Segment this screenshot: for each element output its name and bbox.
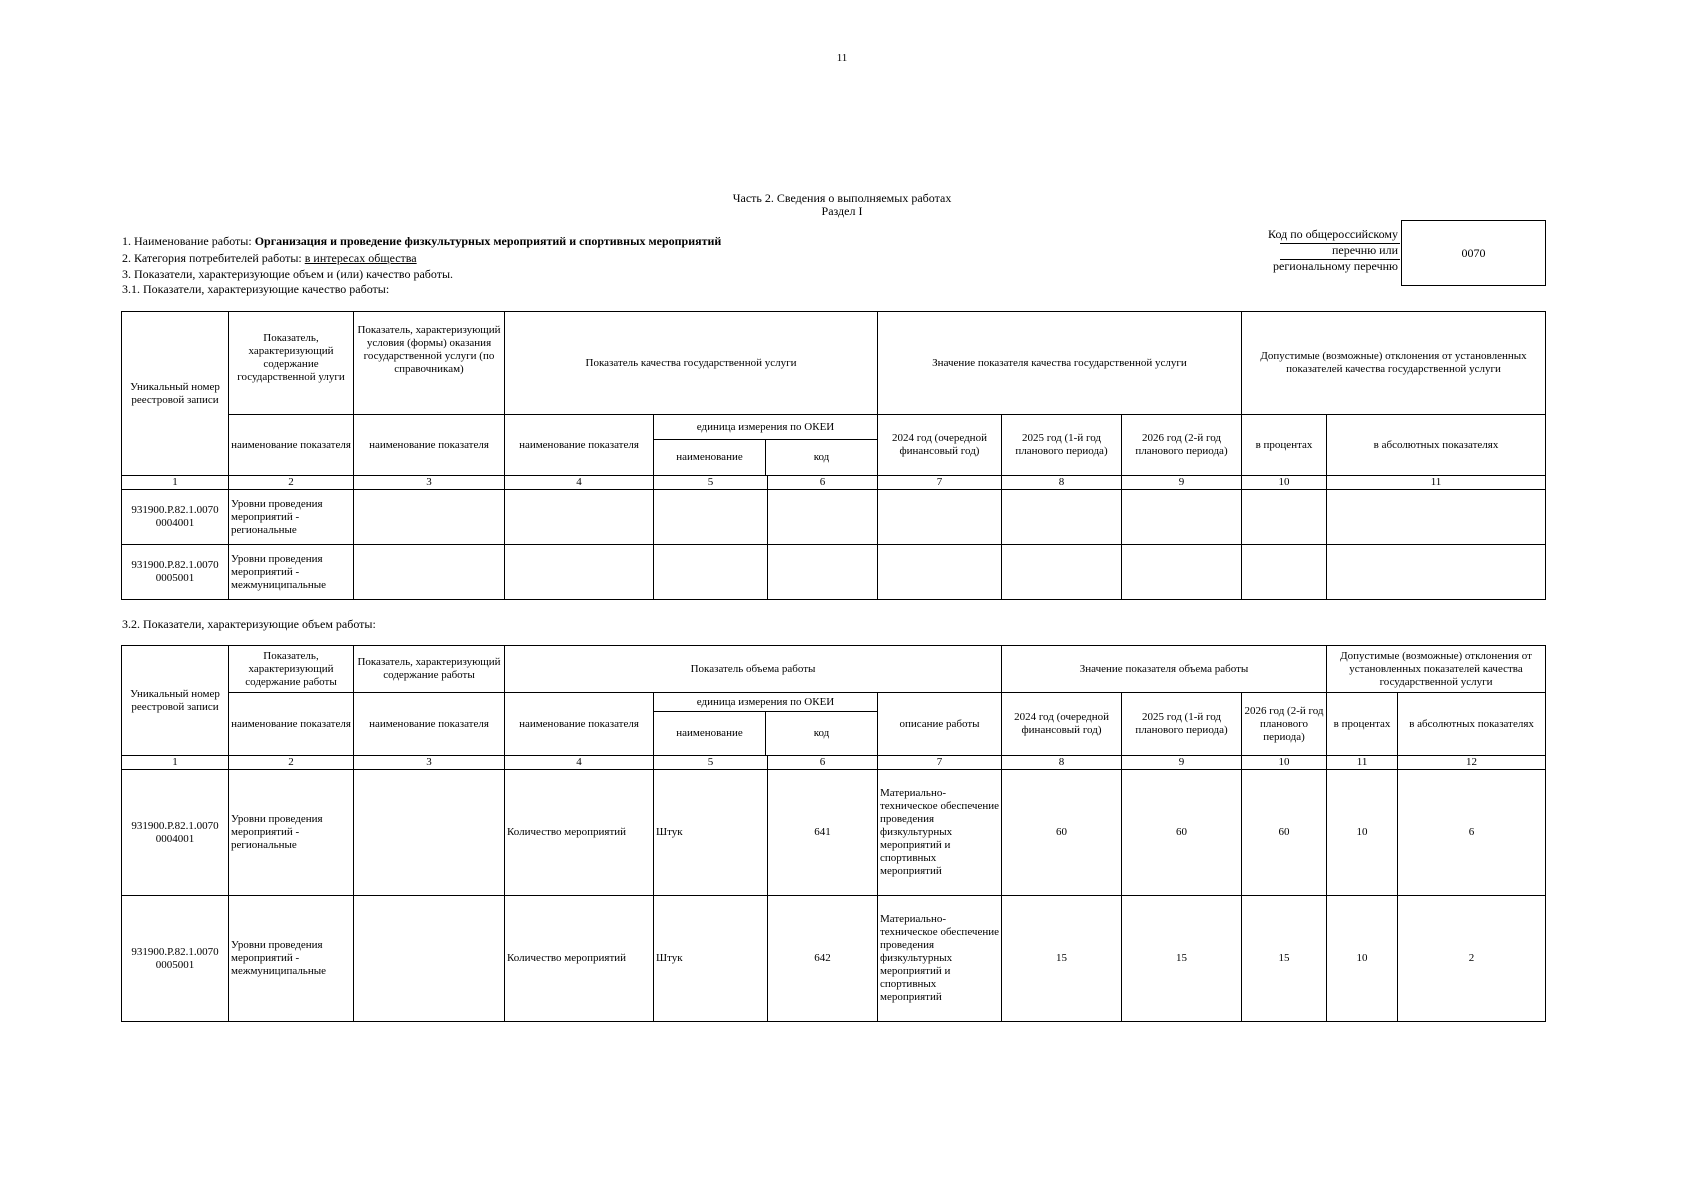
- column-number: 9: [1122, 756, 1242, 770]
- header-deviation: Допустимые (возможные) отклонения от установленных показателей качества государственной услуги: [1327, 646, 1546, 693]
- subheader-indicator-name: наименование показателя: [354, 693, 505, 756]
- subheader-description: описание работы: [878, 693, 1002, 756]
- column-number: 8: [1002, 756, 1122, 770]
- header-quality-value: Значение показателя качества государственной услуги: [878, 312, 1242, 415]
- subheader-unit-label: единица измерения по ОКЕИ: [654, 693, 877, 712]
- empty-cell: [1242, 545, 1327, 600]
- subheader-2026: 2026 год (2-й год планового периода): [1122, 415, 1242, 476]
- empty-cell: [768, 490, 878, 545]
- column-number-row: [122, 476, 1546, 490]
- deviation-percent: 10: [1327, 896, 1398, 1022]
- subheader-2024: 2024 год (очередной финансовый год): [878, 415, 1002, 476]
- code-label: [1180, 226, 1398, 274]
- quality-table: [121, 311, 1546, 600]
- header-volume-indicator: Показатель объема работы: [505, 646, 1002, 693]
- code-box: [1401, 220, 1546, 286]
- subheader-unit-name: наименование: [654, 440, 766, 476]
- empty-cell: [1122, 545, 1242, 600]
- registry-number: 931900.Р.82.1.0070 0005001: [122, 545, 229, 600]
- value-2026: 15: [1242, 896, 1327, 1022]
- empty-cell: [1002, 490, 1122, 545]
- header-volume-value: Значение показателя объема работы: [1002, 646, 1327, 693]
- table-row: [122, 770, 1546, 896]
- subheader-2025: 2025 год (1-й год планового периода): [1002, 415, 1122, 476]
- work-name-line: [122, 234, 721, 248]
- empty-cell: [878, 545, 1002, 600]
- column-number: 5: [654, 756, 768, 770]
- value-2024: 15: [1002, 896, 1122, 1022]
- subheader-unit-name: наименование: [654, 712, 766, 756]
- subheader-percent: в процентах: [1327, 693, 1398, 756]
- empty-cell: [1002, 545, 1122, 600]
- code-value: 0070: [1461, 245, 1486, 260]
- content-indicator: Уровни проведения мероприятий - межмуниципальные: [229, 896, 354, 1022]
- code-label-3: региональному перечню: [1273, 259, 1398, 273]
- deviation-absolute: 6: [1398, 770, 1546, 896]
- code-label-rule: [1280, 259, 1400, 260]
- unit-name: Штук: [654, 896, 768, 1022]
- page-number: 11: [836, 52, 848, 64]
- empty-cell: [1327, 490, 1546, 545]
- empty-cell: [505, 490, 654, 545]
- empty-cell: [654, 545, 768, 600]
- consumer-category-value: в интересах общества: [304, 251, 417, 265]
- column-number: 11: [1327, 476, 1546, 490]
- consumer-category-label: 2. Категория потребителей работы:: [122, 251, 305, 265]
- volume-table: [121, 645, 1546, 1022]
- subheader-2025: 2025 год (1-й год планового периода): [1122, 693, 1242, 756]
- content-indicator: Уровни проведения мероприятий - региональные: [229, 770, 354, 896]
- column-number: 7: [878, 476, 1002, 490]
- column-number: 5: [654, 476, 768, 490]
- subheader-absolute: в абсолютных показателях: [1398, 693, 1546, 756]
- deviation-absolute: 2: [1398, 896, 1546, 1022]
- header-unique-number: Уникальный номер реестровой записи: [122, 312, 229, 476]
- content-indicator: Уровни проведения мероприятий - межмуниципальные: [229, 545, 354, 600]
- subheader-indicator-name: наименование показателя: [505, 693, 654, 756]
- column-number: 10: [1242, 476, 1327, 490]
- empty-cell: [354, 896, 505, 1022]
- volume-indicator-name: Количество мероприятий: [505, 770, 654, 896]
- header-unique-number: Уникальный номер реестровой записи: [122, 646, 229, 756]
- subheader-indicator-name: наименование показателя: [229, 415, 354, 476]
- column-number-row: [122, 756, 1546, 770]
- table-row: [122, 490, 1546, 545]
- subheader-unit-label: единица измерения по ОКЕИ: [654, 415, 877, 440]
- subheader-indicator-name: наименование показателя: [505, 415, 654, 476]
- empty-cell: [1242, 490, 1327, 545]
- registry-number: 931900.Р.82.1.0070 0004001: [122, 770, 229, 896]
- code-label-rule: [1280, 243, 1400, 244]
- column-number: 2: [229, 476, 354, 490]
- subheader-2024: 2024 год (очередной финансовый год): [1002, 693, 1122, 756]
- subheader-unit: [654, 415, 878, 476]
- empty-cell: [1327, 545, 1546, 600]
- indicators-line: 3. Показатели, характеризующие объем и (или) качество работы.: [122, 267, 454, 281]
- content-indicator: Уровни проведения мероприятий - региональные: [229, 490, 354, 545]
- volume-indicator-name: Количество мероприятий: [505, 896, 654, 1022]
- registry-number: 931900.Р.82.1.0070 0004001: [122, 490, 229, 545]
- subheader-unit-code: код: [813, 451, 830, 463]
- empty-cell: [654, 490, 768, 545]
- consumer-category-line: [122, 251, 417, 265]
- header-conditions-indicator: Показатель, характеризующий содержание работы: [354, 646, 505, 693]
- code-label-2: перечню или: [1331, 243, 1398, 257]
- column-number: 12: [1398, 756, 1546, 770]
- quality-heading: 3.1. Показатели, характеризующие качество работы:: [122, 282, 390, 296]
- subheader-unit-code: код: [813, 727, 830, 739]
- subheader-absolute: в абсолютных показателях: [1327, 415, 1546, 476]
- empty-cell: [878, 490, 1002, 545]
- header-content-indicator: Показатель, характеризующий содержание государственной улуги: [229, 312, 354, 415]
- column-number: 7: [878, 756, 1002, 770]
- unit-code: 642: [768, 896, 878, 1022]
- header-deviation: Допустимые (возможные) отклонения от установленных показателей качества государственной услуги: [1242, 312, 1546, 415]
- registry-number: 931900.Р.82.1.0070 0005001: [122, 896, 229, 1022]
- part-title-block: [0, 192, 1684, 218]
- empty-cell: [354, 490, 505, 545]
- empty-cell: [1122, 490, 1242, 545]
- unit-code: 641: [768, 770, 878, 896]
- column-number: 6: [768, 756, 878, 770]
- header-content-indicator: Показатель, характеризующий содержание работы: [229, 646, 354, 693]
- column-number: 4: [505, 756, 654, 770]
- column-number: 6: [768, 476, 878, 490]
- value-2025: 60: [1122, 770, 1242, 896]
- column-number: 1: [122, 756, 229, 770]
- empty-cell: [768, 545, 878, 600]
- header-quality-indicator: Показатель качества государственной услуги: [505, 312, 878, 415]
- column-number: 3: [354, 756, 505, 770]
- subheader-percent: в процентах: [1242, 415, 1327, 476]
- subheader-indicator-name: наименование показателя: [229, 693, 354, 756]
- work-description: Материально-техническое обеспечение проведения физкультурных мероприятий и спортивных мероприятий: [878, 770, 1002, 896]
- value-2026: 60: [1242, 770, 1327, 896]
- empty-cell: [505, 545, 654, 600]
- work-description: Материально-техническое обеспечение проведения физкультурных мероприятий и спортивных мероприятий: [878, 896, 1002, 1022]
- part-title: Часть 2. Сведения о выполняемых работах: [732, 191, 952, 205]
- work-name-label: 1. Наименование работы:: [122, 234, 255, 248]
- header-conditions-indicator: Показатель, характеризующий условия (формы) оказания государственной услуги (по справочникам): [354, 312, 505, 415]
- subheader-2026: 2026 год (2-й год планового периода): [1242, 693, 1327, 756]
- column-number: 8: [1002, 476, 1122, 490]
- section-title: Раздел I: [821, 204, 863, 218]
- column-number: 3: [354, 476, 505, 490]
- column-number: 10: [1242, 756, 1327, 770]
- empty-cell: [354, 770, 505, 896]
- deviation-percent: 10: [1327, 770, 1398, 896]
- subheader-indicator-name: наименование показателя: [354, 415, 505, 476]
- column-number: 2: [229, 756, 354, 770]
- value-2025: 15: [1122, 896, 1242, 1022]
- table-row: [122, 896, 1546, 1022]
- column-number: 1: [122, 476, 229, 490]
- code-label-1: Код по общероссийскому: [1268, 227, 1398, 241]
- volume-heading: 3.2. Показатели, характеризующие объем работы:: [122, 617, 376, 631]
- unit-name: Штук: [654, 770, 768, 896]
- work-name-value: Организация и проведение физкультурных мероприятий и спортивных мероприятий: [254, 234, 722, 248]
- empty-cell: [354, 545, 505, 600]
- column-number: 4: [505, 476, 654, 490]
- table-row: [122, 545, 1546, 600]
- value-2024: 60: [1002, 770, 1122, 896]
- column-number: 11: [1327, 756, 1398, 770]
- column-number: 9: [1122, 476, 1242, 490]
- subheader-unit: [654, 693, 878, 756]
